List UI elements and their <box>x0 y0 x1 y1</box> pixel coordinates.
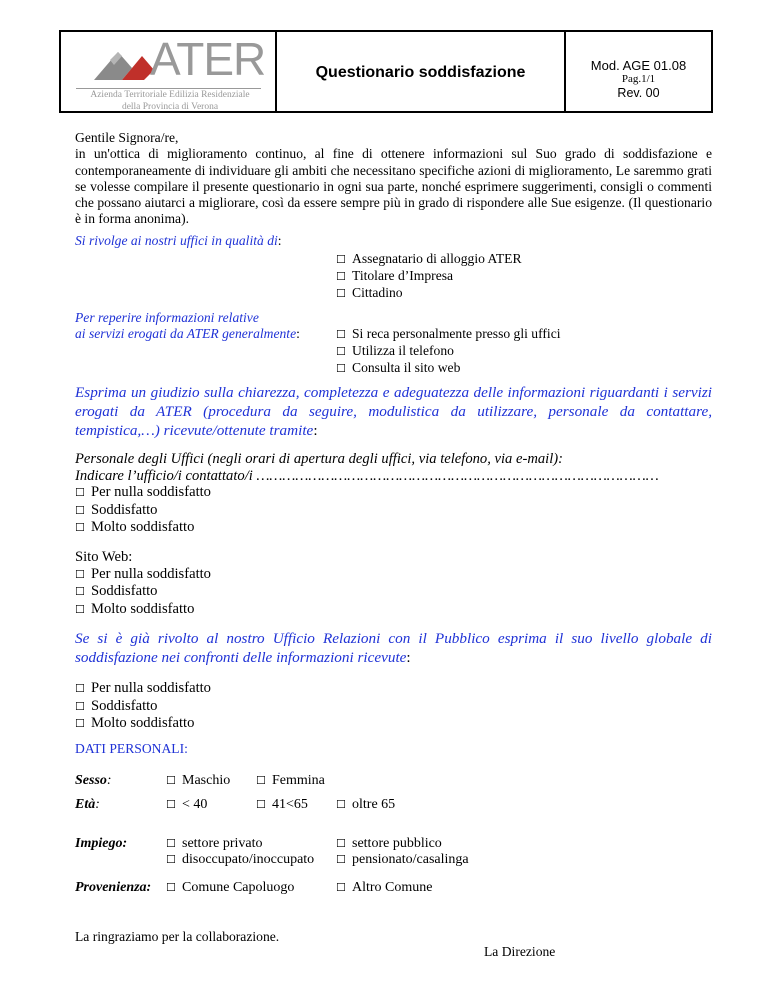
q1-label: Si rivolge ai nostri uffici in qualità di: <box>75 233 282 248</box>
eta-label: Età: <box>75 797 100 812</box>
urp-option-very[interactable]: ☐ Molto soddisfatto <box>75 715 195 731</box>
q1-options <box>336 251 522 302</box>
doc-code-cell <box>566 58 711 101</box>
page-title: Questionario soddisfazione <box>315 64 526 81</box>
checkbox-icon[interactable]: ☐ <box>336 287 346 300</box>
q2-label: Per reperire informazioni relative ai servizi erogati da ATER generalmente: <box>75 310 300 341</box>
staff-office-field[interactable]: Indicare l’ufficio/i contattato/i ………………………………………………………………………………… <box>75 467 659 484</box>
eta-under-40[interactable]: ☐ < 40 <box>166 797 208 812</box>
checkbox-icon[interactable]: ☐ <box>75 486 85 499</box>
checkbox-icon[interactable]: ☐ <box>166 853 176 866</box>
logo-subtitle: Azienda Territoriale Edilizia Residenziale della Provincia di Verona <box>90 90 250 112</box>
impiego-pubblico[interactable]: ☐ settore pubblico <box>336 836 442 851</box>
option-telefono[interactable]: ☐ Utilizza il telefono <box>336 343 454 358</box>
checkbox-icon[interactable]: ☐ <box>336 345 346 358</box>
checkbox-icon[interactable]: ☐ <box>336 253 346 266</box>
checkbox-icon[interactable]: ☐ <box>75 585 85 598</box>
page-number: Pag.1/1 <box>621 73 656 85</box>
option-assegnatario[interactable]: ☐ Assegnatario di alloggio ATER <box>336 251 522 266</box>
impiego-privato[interactable]: ☐ settore privato <box>166 836 263 851</box>
intro-body: in un'ottica di miglioramento continuo, al fine di ottenere informazioni sul Suo grado di soddisfazione e contemporaneamente di individuare gli ambiti che necessitano specifiche azioni di miglioramento, Le saremmo grati se volesse compilare il presente questionario in ogni sua parte, nonché esprimere suggerimenti, consigli o commenti che possano aiutarci a migliorare, così da essere sempre più in grado di rispondere alle Sue esigenze. (Il questionario è in forma anonima). <box>75 146 712 227</box>
web-option-none[interactable]: ☐ Per nulla soddisfatto <box>75 565 211 582</box>
option-titolare[interactable]: ☐ Titolare d’Impresa <box>336 268 454 283</box>
impiego-label: Impiego: <box>75 836 128 851</box>
urp-option-none[interactable]: ☐ Per nulla soddisfatto <box>75 680 211 696</box>
logo-wordmark: ATER <box>150 33 266 85</box>
q2-options <box>336 326 561 377</box>
checkbox-icon[interactable]: ☐ <box>75 717 85 730</box>
web-option-very[interactable]: ☐ Molto soddisfatto <box>75 600 195 617</box>
checkbox-icon[interactable]: ☐ <box>336 328 346 341</box>
ater-logo-mark <box>92 42 154 82</box>
checkbox-icon[interactable]: ☐ <box>75 567 85 581</box>
checkbox-icon[interactable]: ☐ <box>336 881 346 894</box>
q3-text: Esprima un giudizio sulla chiarezza, completezza e adeguatezza delle informazioni riguardanti i servizi erogati da ATER (procedura da seguire, modulistica da utilizzare, personale da contattare, tempistica,…) ricevute/ottenute tramite: <box>75 384 712 439</box>
impiego-disoccupato[interactable]: ☐ disoccupato/inoccupato <box>166 852 315 867</box>
checkbox-icon[interactable]: ☐ <box>256 798 266 811</box>
checkbox-icon[interactable]: ☐ <box>336 362 346 375</box>
checkbox-icon[interactable]: ☐ <box>166 774 176 787</box>
option-sito-web[interactable]: ☐ Consulta il sito web <box>336 360 461 375</box>
checkbox-icon[interactable]: ☐ <box>75 503 85 517</box>
urp-options <box>75 680 211 733</box>
option-cittadino[interactable]: ☐ Cittadino <box>336 285 403 300</box>
option-uffici[interactable]: ☐ Si reca personalmente presso gli uffici <box>336 326 561 341</box>
web-heading: Sito Web: <box>75 549 133 565</box>
staff-heading: Personale degli Uffici (negli orari di apertura degli uffici, via telefono, via e-mail): <box>75 451 563 467</box>
checkbox-icon[interactable]: ☐ <box>166 837 176 850</box>
urp-text: Se si è già rivolto al nostro Ufficio Relazioni con il Pubblico esprima il suo livello globale di soddisfazione nei confronti delle informazioni ricevute: <box>75 630 712 666</box>
urp-option-satisfied[interactable]: ☐ Soddisfatto <box>75 697 158 714</box>
staff-section <box>75 451 715 537</box>
checkbox-icon[interactable]: ☐ <box>166 881 176 894</box>
revision: Rev. 00 <box>617 86 660 100</box>
checkbox-icon[interactable]: ☐ <box>75 682 85 695</box>
checkbox-icon[interactable]: ☐ <box>166 798 176 811</box>
impiego-col2 <box>336 836 469 868</box>
eta-41-65[interactable]: ☐ 41<65 <box>256 797 308 812</box>
eta-over-65[interactable]: ☐ oltre 65 <box>336 797 396 812</box>
intro-text <box>75 130 712 228</box>
checkbox-icon[interactable]: ☐ <box>256 774 266 787</box>
personal-heading: DATI PERSONALI: <box>75 741 188 756</box>
checkbox-icon[interactable]: ☐ <box>75 602 85 616</box>
intro-greeting: Gentile Signora/re, <box>75 130 179 145</box>
staff-option-very[interactable]: ☐ Molto soddisfatto <box>75 519 195 535</box>
provenienza-label: Provenienza: <box>75 880 152 895</box>
checkbox-icon[interactable]: ☐ <box>336 798 346 811</box>
provenienza-capoluogo[interactable]: ☐ Comune Capoluogo <box>166 880 295 895</box>
provenienza-altro[interactable]: ☐ Altro Comune <box>336 880 433 895</box>
impiego-pensionato[interactable]: ☐ pensionato/casalinga <box>336 852 469 867</box>
sesso-label: Sesso: <box>75 773 112 788</box>
web-section <box>75 549 211 618</box>
sesso-maschio[interactable]: ☐ Maschio <box>166 773 231 788</box>
checkbox-icon[interactable]: ☐ <box>75 521 85 534</box>
closing-thanks: La ringraziamo per la collaborazione. <box>75 929 280 944</box>
checkbox-icon[interactable]: ☐ <box>336 270 346 283</box>
staff-option-satisfied[interactable]: ☐ Soddisfatto <box>75 501 158 518</box>
impiego-col1 <box>166 836 314 868</box>
checkbox-icon[interactable]: ☐ <box>336 853 346 866</box>
closing-signature: La Direzione <box>484 944 556 959</box>
checkbox-icon[interactable]: ☐ <box>336 837 346 850</box>
mod-code: Mod. AGE 01.08 <box>590 58 687 73</box>
sesso-femmina[interactable]: ☐ Femmina <box>256 773 325 788</box>
checkbox-icon[interactable]: ☐ <box>75 699 85 713</box>
web-option-satisfied[interactable]: ☐ Soddisfatto <box>75 583 158 599</box>
staff-option-none[interactable]: ☐ Per nulla soddisfatto <box>75 484 211 500</box>
